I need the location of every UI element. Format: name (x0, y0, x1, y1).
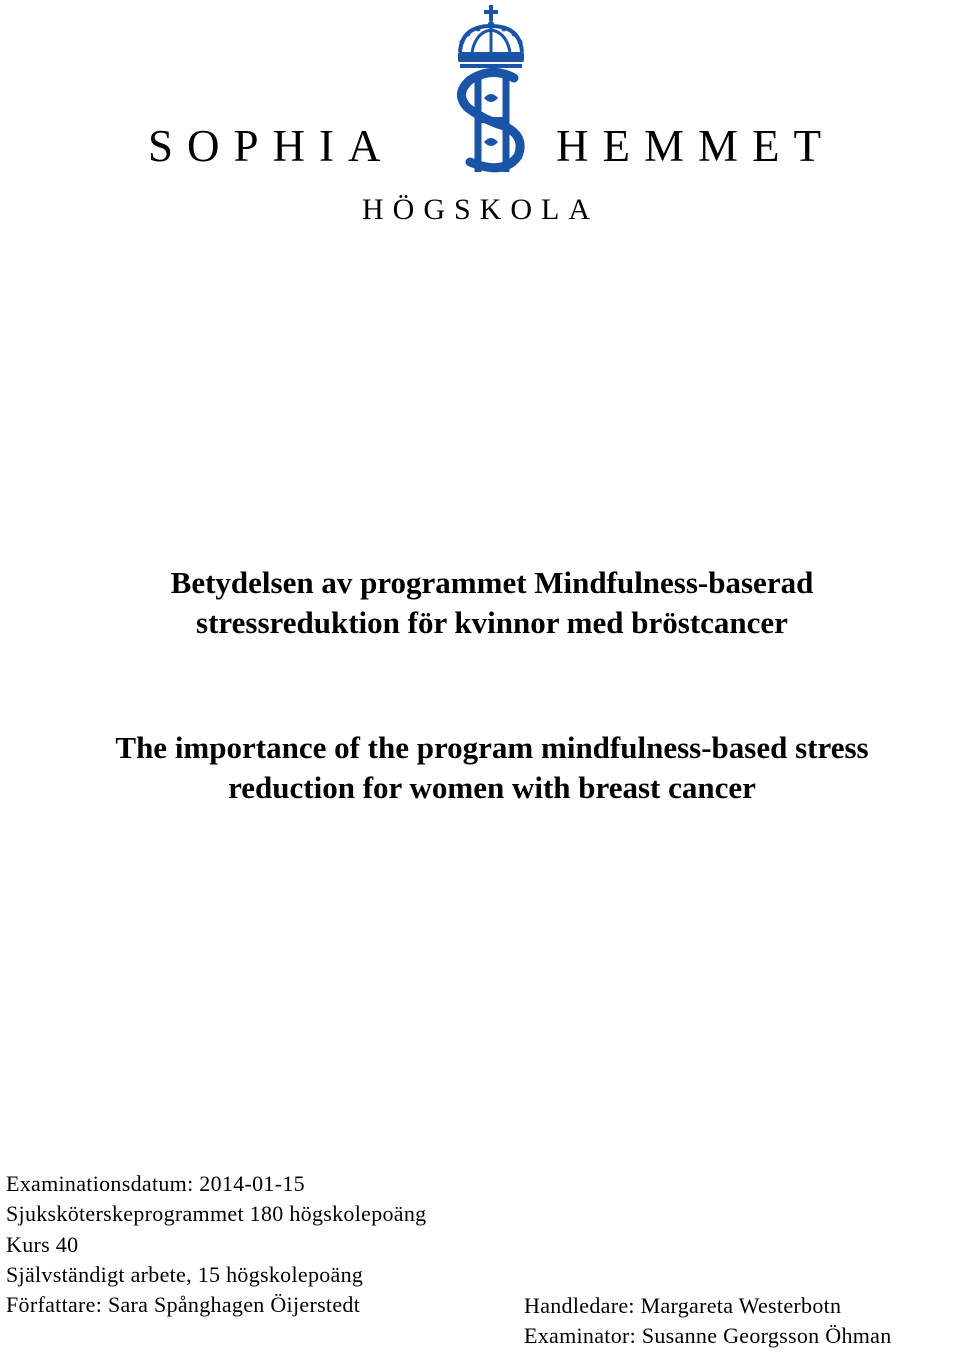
work-type: Självständigt arbete, 15 högskolepoäng (6, 1261, 364, 1287)
program: Sjuksköterskeprogrammet 180 högskolepoäng (6, 1201, 427, 1227)
course: Kurs 40 (6, 1231, 79, 1257)
title-english-line-1: The importance of the program mindfulness-based stress (115, 730, 869, 765)
logo-word-hogskola: HÖGSKOLA (362, 193, 599, 226)
supervision-info (524, 1291, 892, 1352)
exam-date: Examinationsdatum: 2014-01-15 (6, 1171, 305, 1196)
title-english (0, 728, 960, 808)
logo-word-hemmet: HEMMET (556, 121, 835, 171)
title-swedish-line-2: stressreduktion för kvinnor med bröstcancer (196, 605, 788, 640)
title-english-line-2: reduction for women with breast cancer (228, 770, 756, 805)
title-swedish-line-1: Betydelsen av programmet Mindfulness-baserad (170, 565, 814, 600)
thesis-metadata (6, 1169, 426, 1320)
author: Författare: Sara Spånghagen Öijerstedt (6, 1292, 361, 1318)
logo-word-sophia: SOPHIA (148, 121, 395, 171)
crowned-monogram-icon (448, 2, 534, 178)
supervisor: Handledare: Margareta Westerbotn (524, 1293, 842, 1318)
title-swedish (0, 563, 960, 643)
examiner: Examinator: Susanne Georgsson Öhman (524, 1323, 892, 1349)
